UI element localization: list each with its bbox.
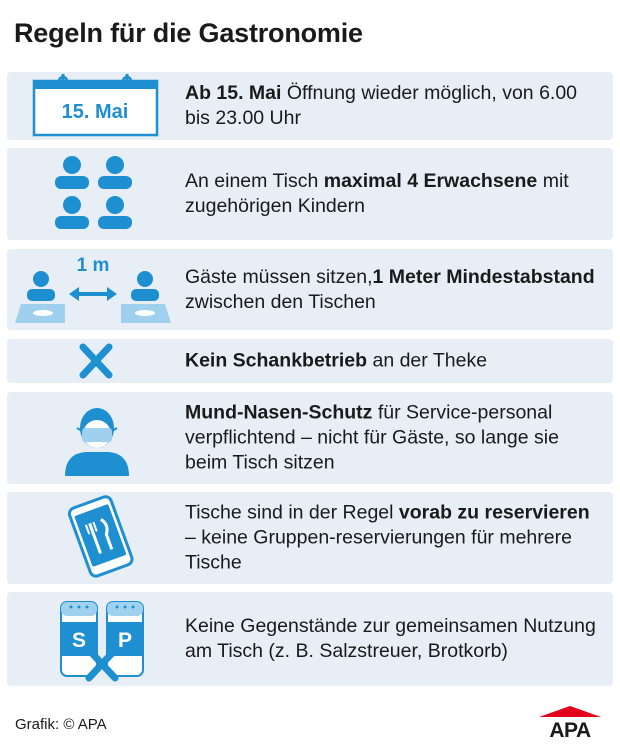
distance-label: 1 m (76, 255, 110, 276)
salt-pepper-icon (7, 592, 177, 686)
logo-text: APA (549, 719, 591, 739)
rule-text-plain: – keine Gruppen-reservierungen für mehrere Tische (185, 526, 572, 574)
rule-row-shared-items (7, 592, 613, 686)
rule-text-plain: Tische sind in der Regel (185, 501, 399, 524)
page-title: Regeln für die Gastronomie (14, 18, 363, 48)
rule-text-bold: Ab 15. Mai (185, 82, 282, 104)
rule-row-mask (7, 392, 613, 484)
salt-letter: S (71, 629, 87, 652)
four-people-icon (7, 148, 177, 240)
rule-row-reservation (7, 492, 613, 584)
rule-text-bold: 1 Meter Mindestabstand (372, 265, 595, 288)
rule-text-bold: Kein Schankbetrieb (185, 349, 368, 372)
rule-text-plain: zwischen den Tischen (185, 290, 376, 313)
rule-text-distance (185, 265, 603, 315)
credit: Grafik: © APA (15, 716, 107, 733)
rule-text-plain: Öffnung wieder möglich, von 6.00 bis 23.00 Uhr (185, 82, 578, 129)
distance-icon (7, 249, 177, 330)
rule-text-plain: An einem Tisch (185, 170, 324, 192)
calendar-date-label: 15. Mai (61, 101, 129, 123)
rule-row-no-bar (7, 339, 613, 383)
rule-text-plain: mit zugehörigen Kindern (185, 170, 569, 217)
rule-text-shared-items (185, 614, 603, 664)
rule-row-distance (7, 249, 613, 330)
pepper-letter: P (117, 629, 133, 652)
rule-text-plain: an der Theke (367, 349, 488, 372)
mask-person-icon (7, 392, 177, 484)
rule-text-bold: vorab zu reservieren (398, 501, 590, 524)
rule-text-mask (185, 401, 603, 476)
rule-row-opening (7, 72, 613, 140)
cross-icon (7, 339, 177, 383)
rule-text-opening (185, 81, 603, 131)
rule-text-plain: Gäste müssen sitzen, (185, 265, 373, 288)
rule-text-reservation (185, 501, 603, 576)
rule-text-no-bar (185, 349, 603, 374)
rule-text-bold: maximal 4 Erwachsene (323, 170, 538, 192)
rule-text-table-limit (185, 169, 603, 219)
rule-text-plain: für Service-personal verpflichtend – nicht für Gäste, so lange sie beim Tisch sitzen (185, 401, 559, 474)
rule-row-table-limit (7, 148, 613, 240)
calendar-icon (7, 72, 177, 140)
phone-cutlery-icon (7, 492, 177, 584)
apa-logo (533, 705, 607, 739)
rule-text-plain: Keine Gegenstände zur gemeinsamen Nutzung am Tisch (z. B. Salzstreuer, Brotkorb) (185, 615, 596, 662)
rule-text-bold: Mund-Nasen-Schutz (185, 401, 373, 424)
